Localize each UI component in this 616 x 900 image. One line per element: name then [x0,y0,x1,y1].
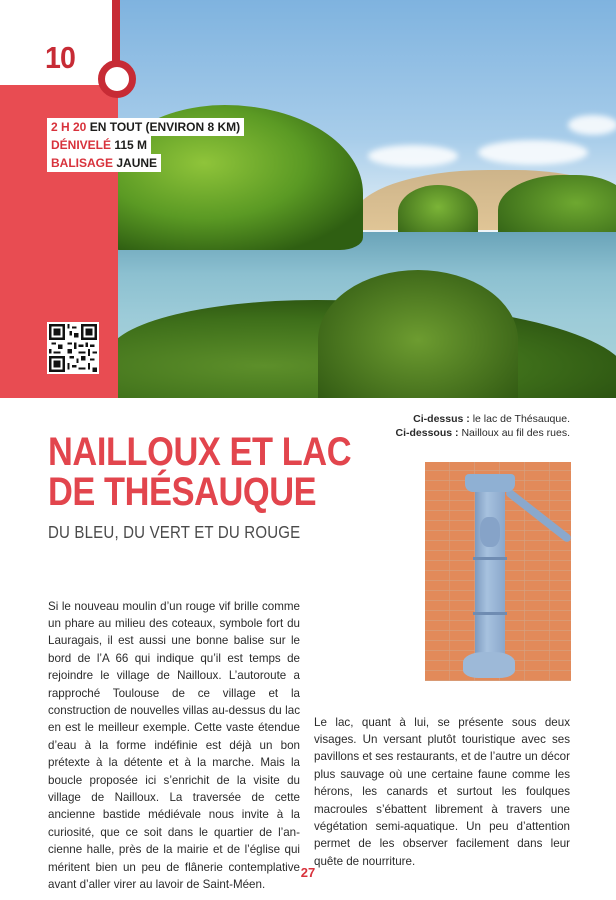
info-duration [47,118,244,136]
info-key: DÉNIVELÉ [51,138,112,152]
info-marking [47,154,161,172]
cloud [568,115,616,135]
caption-below [396,427,571,441]
qr-code-icon[interactable] [47,322,99,374]
info-key: 2 H 20 [51,120,87,134]
caption-text: Nailloux au fil des rues. [461,426,570,439]
info-elevation [47,136,151,154]
pump-base [463,652,515,678]
route-marker-line [112,0,120,64]
caption-above [396,413,571,427]
cloud [478,140,588,165]
page-title [48,432,351,512]
pump-lion-face [480,517,500,547]
pump-spout [465,474,515,492]
route-number: 10 [45,40,75,75]
page-subtitle: DU BLEU, DU VERT ET DU ROUGE [48,522,301,542]
hero-photo-lake [118,0,616,398]
page-title-line1: NAILLOUX ET LAC [48,430,352,474]
body-column-1: Si le nouveau moulin d’un rouge vif brille comme un phare au milieu des coteaux, symbole fort du Lauragais, il est aussi une bonne balise sur le bord de l’A 66 qui indique qu’il est temps de rejoindre le village de Nailloux. L’autoroute a rapproché Toulouse de ce village et la construction de nouvelles villas au-dessus du lac en est le meilleur exemple. Cette vaste étendue d’eau à la forme indéfinie est déjà un bon prétexte à la détente et à la marche. Mais la boucle proposée ici s’enrichit de la visite du village de Nailloux. La traversée de cette ancienne bastide médiévale nous invite à la curiosité, que ce soit dans le quartier de l’ancienne halle, près de la mairie et de l’église qui méritent bien un peu de flânerie contemplative avant d’aller virer au lavoir de Saint-Méen. [48,599,300,892]
info-key: BALISAGE [51,156,114,170]
pump-ring [473,612,507,615]
page-title-line2: DE THÉSAUQUE [48,470,317,514]
caption-text: le lac de Thésauque. [472,413,570,425]
pump-photo [425,462,571,681]
caption-label: Ci-dessous : [395,426,459,439]
caption-label: Ci-dessus : [413,413,470,425]
route-marker-circle-icon [98,60,136,98]
info-value: EN TOUT (ENVIRON 8 KM) [89,120,241,134]
info-value: JAUNE [116,156,158,170]
info-value: 115 M [114,138,148,152]
body-column-2: Le lac, quant à lui, se présente sous deux visages. Un versant plutôt touristique avec ses pavillons et ses restaurants, et de l’autre un décor plus sauvage où une certaine faune comme les hérons, les canards et surtout les foulques macroules s’ébattent librement à travers une végétation semi-aquatique. Un peu d’attention permet de les observer facilement dans leur quête de nourriture. [314,715,570,868]
page-number: 27 [300,865,316,880]
foreground-hedge [318,270,518,398]
cloud [368,145,458,167]
pump-ring [473,557,507,560]
pump-body [475,482,505,667]
photo-captions [396,413,571,440]
